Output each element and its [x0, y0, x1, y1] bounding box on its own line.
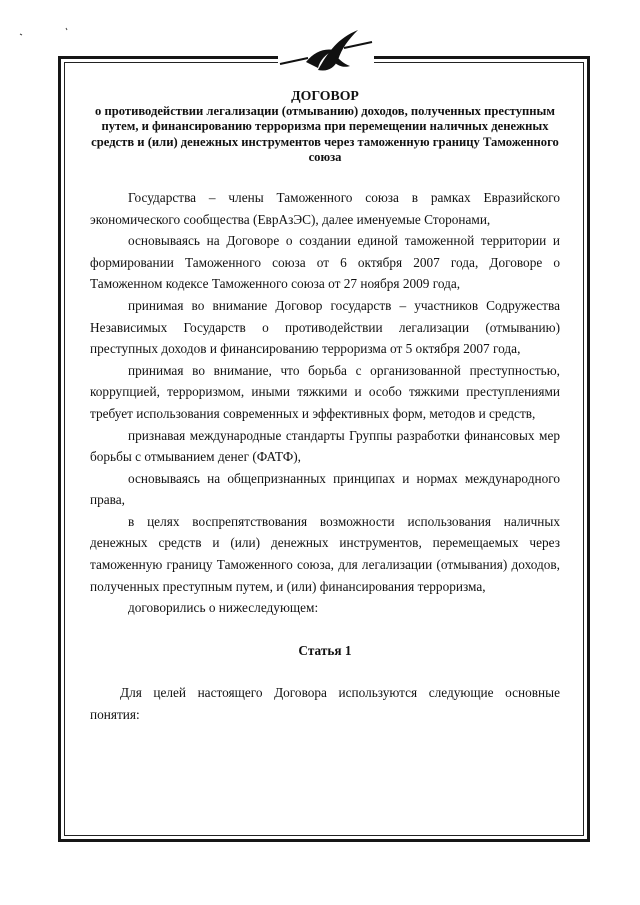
spacer — [90, 661, 560, 682]
paragraph: принимая во внимание Договор государств – участников Содружества Независимых Государств о противодействии легализации (отмыванию) преступных доходов и финансированию терроризма от 5 октября 2007 года, — [90, 297, 560, 357]
paragraph: в целях воспрепятствования возможности использования наличных денежных средств и (или) денежных инструментов, перемещаемых через таможенную границу Таможенного союза, для легализации (отмывания) доходов, полученных преступным путем, и (или) финансирования терроризма, — [90, 513, 560, 594]
spacer — [90, 619, 560, 640]
paragraph: основываясь на общепризнанных принципах и нормах международного права, — [90, 470, 560, 508]
scan-marks — [14, 26, 74, 38]
emblem-logo-icon — [278, 26, 374, 78]
document-title: ДОГОВОР — [291, 88, 359, 103]
paragraph: признавая международные стандарты Группы разработки финансовых мер борьбы с отмыванием денег (ФАТФ), — [90, 427, 560, 465]
spacer — [90, 166, 560, 187]
document-body — [90, 88, 560, 726]
document-subtitle: о противодействии легализации (отмыванию) доходов, полученных преступным путем, и финансированию терроризма при перемещении наличных денежных средств и (или) денежных инструментов через таможенную границу Таможенного союза — [91, 103, 559, 165]
article-heading: Статья 1 — [298, 642, 352, 658]
article-paragraph: Для целей настоящего Договора используются следующие основные понятия: — [90, 685, 560, 723]
paragraph: принимая во внимание, что борьба с организованной преступностью, коррупцией, терроризмом, иными тяжкими и особо тяжкими преступлениями требует использования современных и эффективных форм, методов и средств, — [90, 362, 560, 421]
paragraph: договорились о нижеследующем: — [128, 600, 319, 616]
paragraph: основываясь на Договоре о создании единой таможенной территории и формировании Таможенного союза от 6 октября 2007 года, Договоре о Таможенном кодексе Таможенного союза от 27 ноября 2009 года, — [90, 233, 560, 292]
paragraph: Государства – члены Таможенного союза в рамках Евразийского экономического сообщества (ЕврАзЭС), далее именуемые Сторонами, — [90, 189, 560, 227]
